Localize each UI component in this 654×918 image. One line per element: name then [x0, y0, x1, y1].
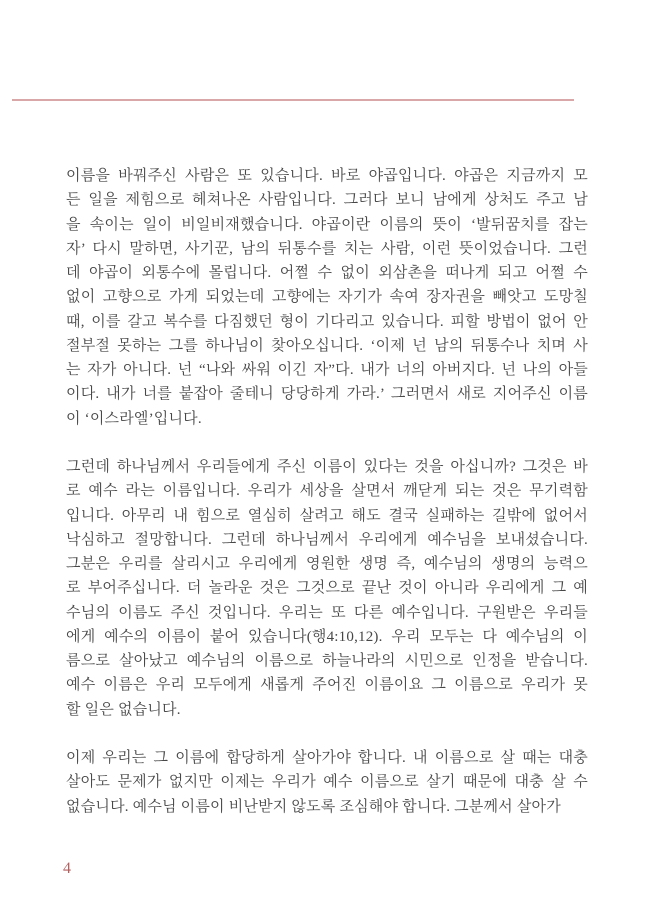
text-line: 살아도 문제가 없지만 이제는 우리가 예수 이름으로 살기 때문에 대충 살 수	[66, 774, 588, 791]
paragraph-jacob	[66, 164, 588, 431]
text-line: 예수 이름은 우리 모두에게 새롭게 주어진 이름이요 그 이름으로 우리가 못	[66, 677, 588, 694]
text-line: 이름을 바꿔주신 사람은 또 있습니다. 바로 야곱입니다. 야곱은 지금까지 모	[66, 168, 588, 184]
text-line: 을 속이는 일이 비일비재했습니다. 야곱이란 이름의 뜻이 ‘발뒤꿈치를 잡는	[66, 216, 588, 233]
text-line: 로 예수 라는 이름입니다. 우리가 세상을 살면서 깨닫게 되는 것은 무기력함	[66, 483, 588, 500]
header-divider-rule	[12, 99, 574, 101]
text-line: 할 일은 없습니다.	[66, 701, 181, 718]
text-line: 절부절 못하는 그를 하나님이 찾아오십니다. ‘이제 넌 남의 뒤통수나 치며 사	[66, 337, 588, 354]
body-text-block	[66, 164, 588, 819]
text-line: 에게 예수의 이름이 붙어 있습니다(행4:10,12). 우리 모두는 다 예수님의 이	[66, 628, 588, 645]
text-line: 이제 우리는 그 이름에 합당하게 살아가야 합니다. 내 이름으로 살 때는 대충	[66, 750, 588, 766]
text-line: 름으로 살아났고 예수님의 이름으로 하늘나라의 시민으로 인정을 받습니다.	[66, 653, 588, 669]
text-line: 이 ‘이스라엘’입니다.	[66, 410, 202, 427]
text-line: 이다. 내가 너를 붙잡아 줄테니 당당하게 가라.’ 그러면서 새로 지어주신 이름	[66, 386, 588, 403]
paragraph-jesus-name	[66, 455, 588, 722]
page-number: 4	[63, 860, 71, 877]
text-line: 없습니다. 예수님 이름이 비난받지 않도록 조심해야 합니다. 그분께서 살아가	[66, 798, 561, 815]
text-line: 든 일을 제힘으로 헤쳐나온 사람입니다. 그러다 보니 남에게 상처도 주고 남	[66, 192, 588, 209]
paragraph-living-worthy	[66, 746, 588, 819]
text-line: 낙심하고 절망합니다. 그런데 하나님께서 우리에게 예수님을 보내셨습니다.	[66, 531, 588, 548]
text-line: 로 부어주십니다. 더 놀라운 것은 그것으로 끝난 것이 아니라 우리에게 그 예	[66, 580, 588, 597]
text-line: 그분은 우리를 살리시고 우리에게 영원한 생명 즉, 예수님의 생명의 능력으	[66, 556, 588, 572]
text-line: 데 야곱이 외통수에 몰립니다. 어쩔 수 없이 외삼촌을 떠나게 되고 어쩔 수	[66, 265, 588, 281]
text-line: 자’ 다시 말하면, 사기꾼, 남의 뒤통수를 치는 사람, 이런 뜻이었습니다. 그런	[66, 240, 588, 257]
text-line: 때, 이를 갈고 복수를 다짐했던 형이 기다리고 있습니다. 피할 방법이 없어 안	[66, 313, 588, 330]
text-line: 수님의 이름도 주신 것입니다. 우리는 또 다른 예수입니다. 구원받은 우리들	[66, 604, 588, 621]
text-line: 입니다. 아무리 내 힘으로 열심히 살려고 해도 결국 실패하는 길밖에 없어서	[66, 507, 588, 524]
text-line: 그런데 하나님께서 우리들에게 주신 이름이 있다는 것을 아십니까? 그것은 바	[66, 459, 588, 475]
text-line: 없이 고향으로 가게 되었는데 고향에는 자기가 속여 장자권을 빼앗고 도망칠	[66, 289, 588, 306]
text-line: 는 자가 아니다. 넌 “나와 싸워 이긴 자”다. 내가 너의 아버지다. 넌 나의 아들	[66, 362, 588, 378]
